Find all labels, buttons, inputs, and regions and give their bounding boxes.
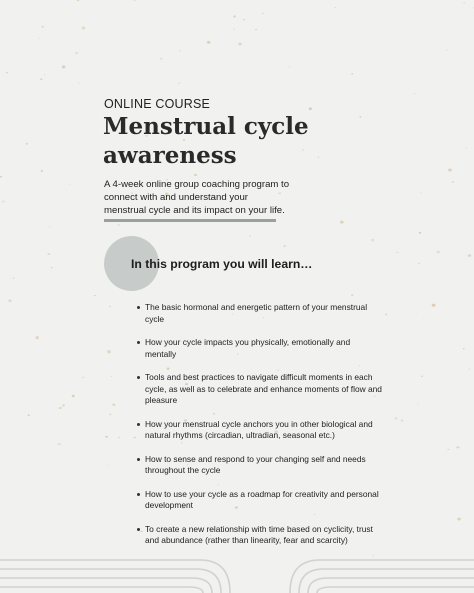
arch-line (290, 560, 474, 593)
speckle (40, 78, 42, 80)
course-eyebrow: ONLINE COURSE (104, 97, 211, 111)
speckle (82, 377, 84, 379)
speckle (419, 232, 421, 234)
speckle (36, 336, 39, 339)
speckle (44, 74, 45, 75)
speckle (62, 404, 65, 407)
speckle (47, 253, 50, 255)
speckle (107, 350, 110, 353)
speckle (112, 404, 115, 406)
list-item: The basic hormonal and energetic pattern of your menstrual cycle (145, 302, 383, 325)
list-item: To create a new relationship with time based on cyclicity, trust and abundance (rather than linearity, fear and scarcity) (145, 524, 383, 547)
speckle (133, 0, 135, 1)
speckle (8, 299, 11, 302)
speckle (133, 437, 136, 439)
speckle (309, 107, 312, 110)
speckle (140, 531, 143, 533)
speckle (13, 277, 15, 279)
speckle (58, 443, 62, 445)
speckle (28, 414, 30, 416)
speckle (468, 254, 471, 257)
speckle (457, 518, 460, 521)
speckle (51, 267, 53, 268)
arch-line (308, 578, 474, 593)
speckle (466, 148, 467, 149)
speckle (310, 4, 311, 5)
speckle (72, 395, 75, 397)
speckle (77, 0, 80, 1)
speckle (452, 181, 454, 183)
speckle (262, 13, 264, 14)
speckle (351, 294, 353, 296)
speckle (371, 239, 374, 242)
speckle (421, 375, 423, 377)
speckle (423, 318, 424, 319)
speckle (340, 221, 343, 224)
speckle (448, 169, 451, 172)
speckle (446, 49, 448, 50)
speckle (233, 15, 236, 17)
speckle (0, 176, 2, 178)
speckle (194, 174, 197, 176)
speckle (118, 224, 120, 226)
program-heading: In this program you will learn… (131, 257, 313, 271)
speckle (432, 304, 436, 307)
speckle (255, 29, 257, 30)
speckle (334, 7, 336, 8)
speckle (284, 245, 286, 247)
list-item: How to sense and respond to your changing self and needs throughout the cycle (145, 454, 383, 477)
arch-line (0, 578, 212, 593)
speckle (418, 263, 420, 264)
speckle (289, 66, 291, 67)
speckle (41, 170, 43, 172)
speckle (178, 83, 180, 84)
speckle (463, 2, 464, 3)
course-title: Menstrual cycle awareness (103, 113, 309, 169)
speckle (78, 83, 79, 84)
arch-line (0, 569, 221, 593)
speckle (2, 201, 5, 203)
speckle (82, 26, 86, 30)
speckle (469, 368, 470, 369)
speckle (420, 192, 422, 193)
speckle (243, 19, 245, 20)
list-item: How your menstrual cycle anchors you in other biological and natural rhythms (circadian, ultradian, seasonal etc.) (145, 419, 383, 442)
speckle (109, 414, 111, 416)
speckle (160, 58, 163, 60)
arch-line (299, 569, 474, 593)
speckle (179, 50, 181, 52)
speckle (109, 306, 111, 307)
speckle (6, 72, 8, 73)
speckle (250, 235, 251, 236)
speckle (94, 295, 96, 296)
speckle (396, 252, 398, 253)
speckle (75, 52, 78, 54)
speckle (463, 348, 465, 349)
speckle (233, 28, 235, 29)
course-intro: A 4-week online group coaching program to connect with and understand your menstrual cycle and its impact on your life. (104, 179, 290, 216)
speckle (414, 93, 415, 94)
title-divider (104, 219, 276, 222)
arch-line (0, 587, 203, 593)
list-item: Tools and best practices to navigate difficult moments in each cycle, as well as to celebrate and enhance moments of flow and pleasure (145, 372, 382, 405)
speckle (42, 26, 44, 28)
speckle (108, 465, 109, 466)
speckle (207, 41, 211, 44)
speckle (111, 376, 112, 377)
speckle (118, 437, 120, 438)
speckle (62, 65, 65, 68)
list-item: How your cycle impacts you physically, emotionally and mentally (145, 337, 383, 360)
speckle (26, 143, 28, 145)
speckle (105, 436, 108, 438)
list-item: How to use your cycle as a roadmap for creativity and personal development (145, 489, 383, 512)
speckle (351, 73, 353, 75)
speckle (69, 184, 70, 185)
speckle (447, 449, 449, 450)
speckle (59, 407, 62, 409)
speckle (456, 446, 460, 448)
learning-points-list (145, 302, 395, 559)
decorative-arches (0, 548, 474, 593)
speckle (238, 43, 241, 46)
speckle (436, 251, 439, 253)
speckle (418, 404, 419, 405)
speckle (49, 226, 51, 227)
speckle (401, 419, 404, 421)
speckle (39, 38, 41, 39)
arch-line (317, 587, 474, 593)
